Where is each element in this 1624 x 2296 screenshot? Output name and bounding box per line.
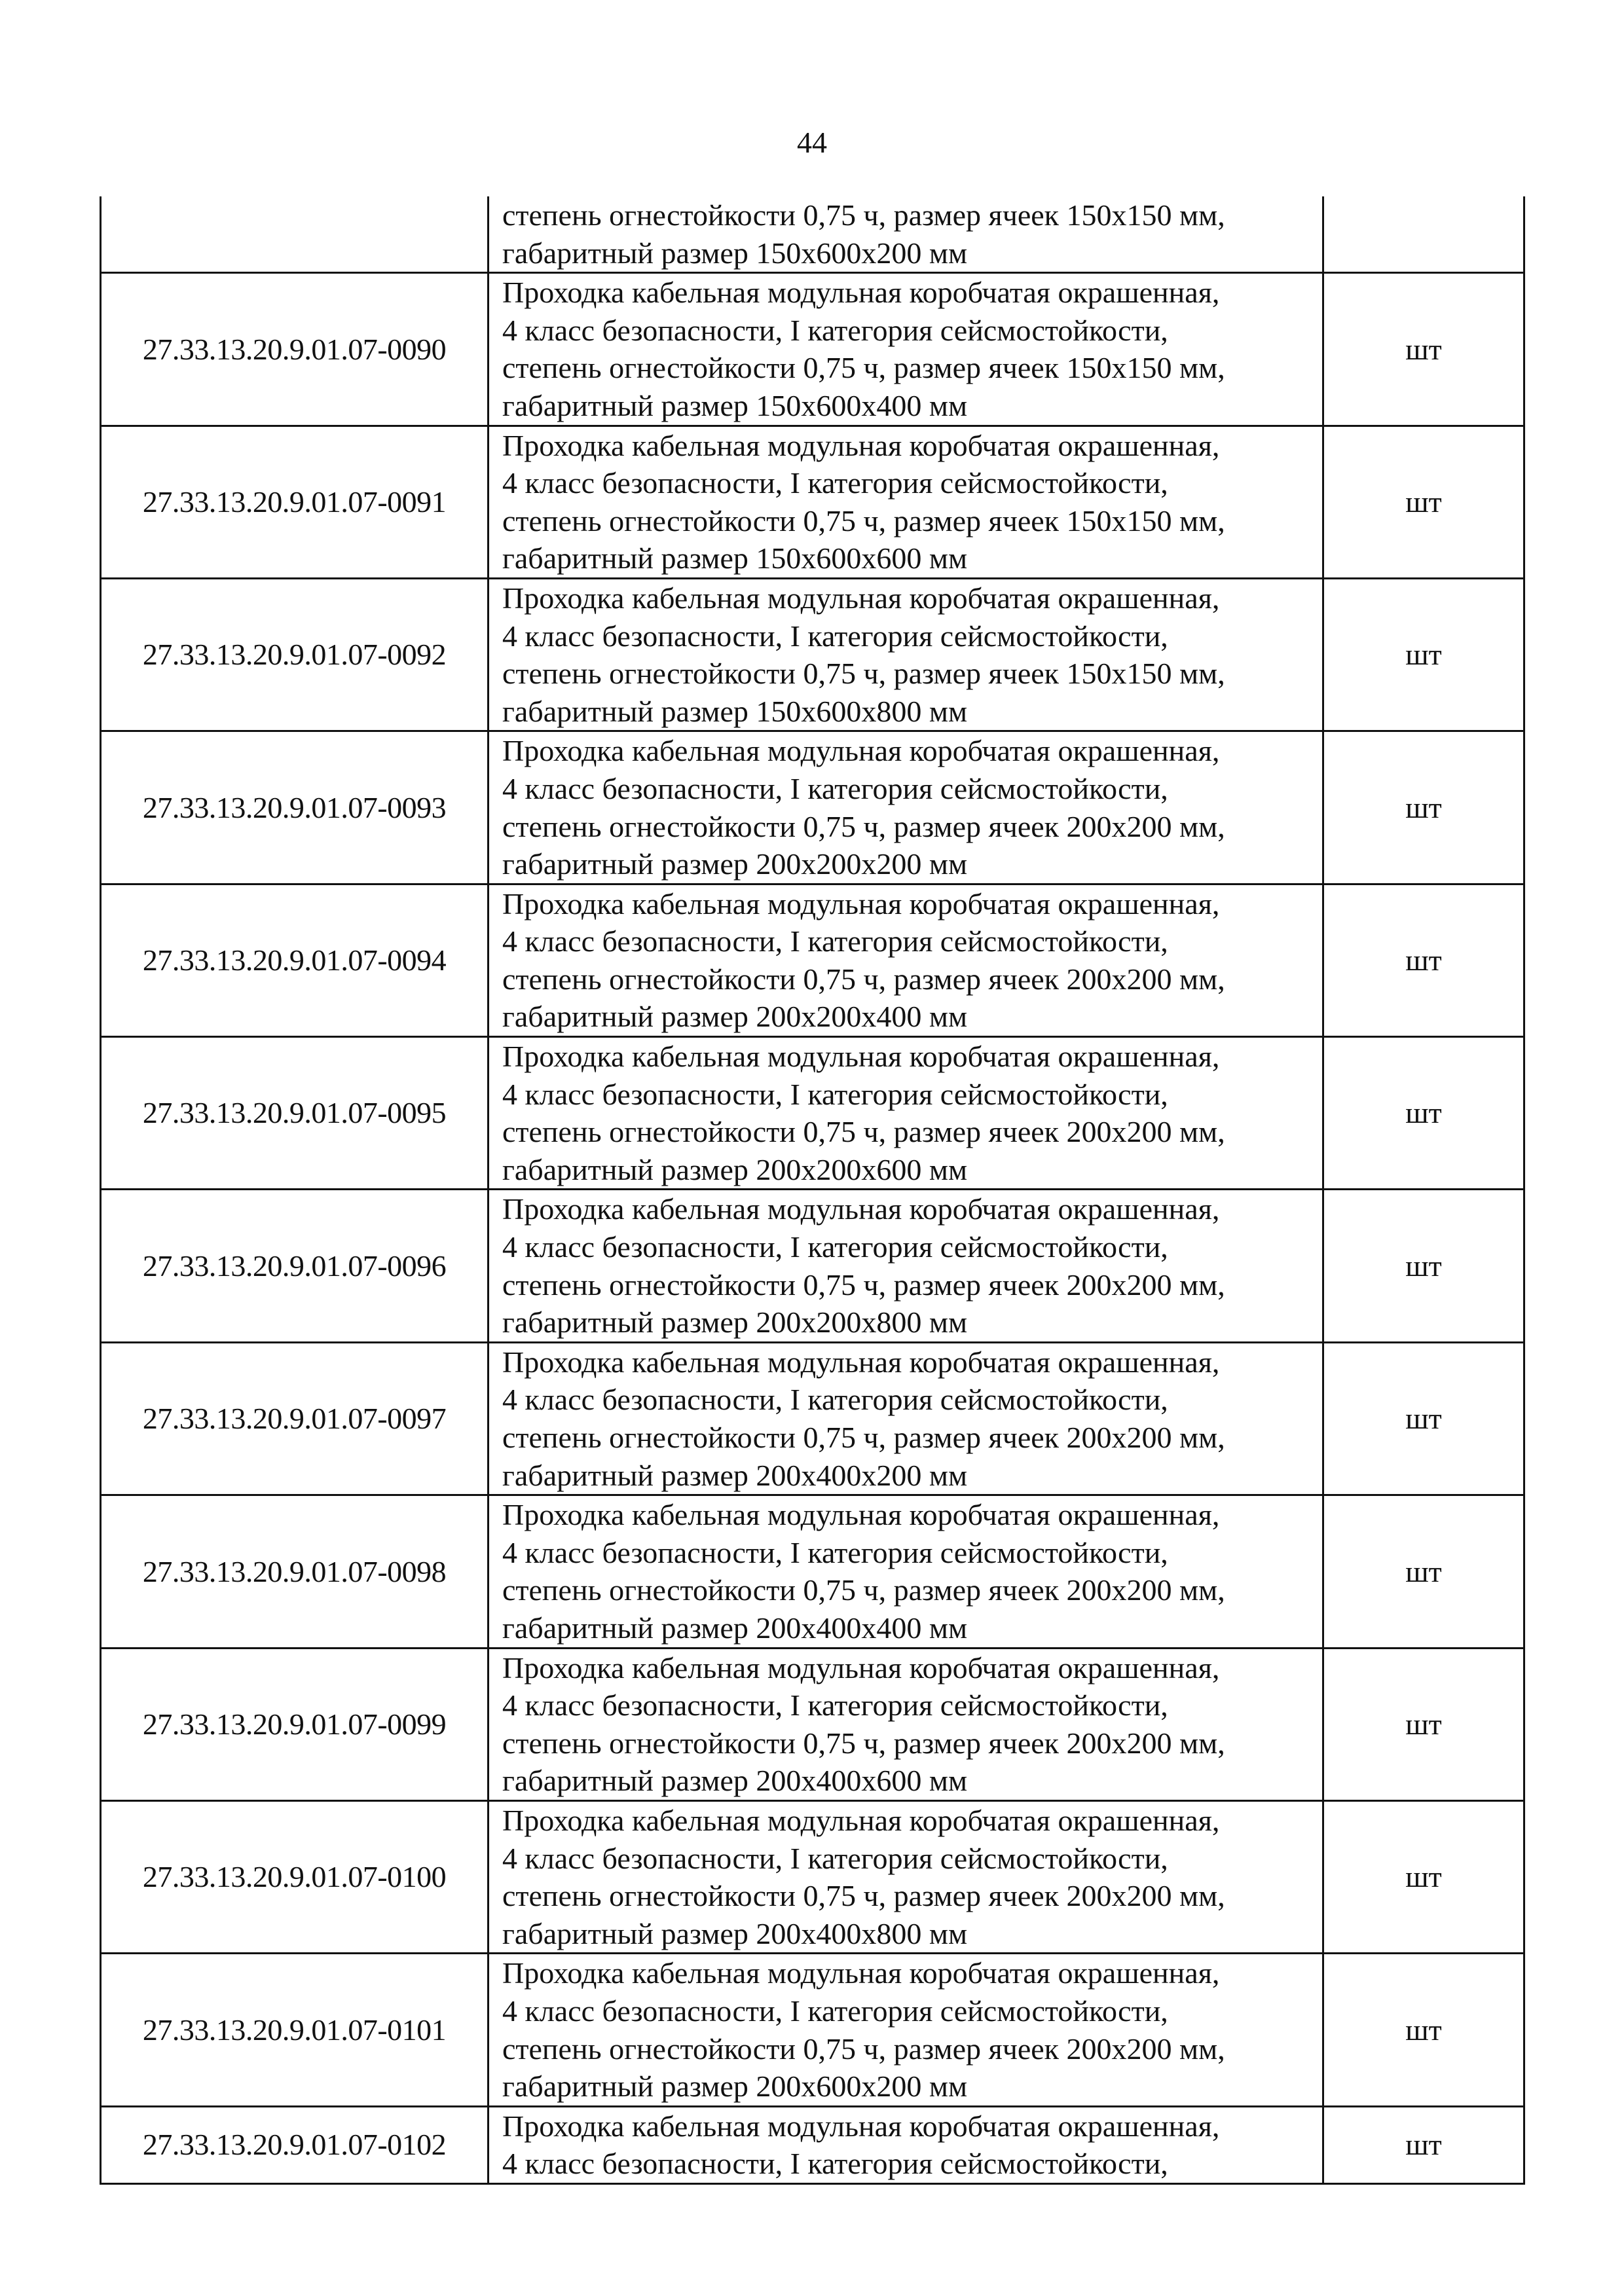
description-line: 4 класс безопасности, I категория сейсмостойкости, xyxy=(502,2147,1168,2181)
description-line: Проходка кабельная модульная коробчатая окрашенная, xyxy=(502,1650,1220,1685)
item-unit: шт xyxy=(1323,273,1524,426)
description-line: 4 класс безопасности, I категория сейсмостойкости, xyxy=(502,924,1168,958)
description-line: габаритный размер 150x600x400 мм xyxy=(502,388,968,422)
item-code: 27.33.13.20.9.01.07-0096 xyxy=(101,1190,489,1342)
item-description xyxy=(489,2106,1323,2183)
description-line: Проходка кабельная модульная коробчатая окрашенная, xyxy=(502,1040,1220,1074)
item-code: 27.33.13.20.9.01.07-0091 xyxy=(101,426,489,578)
table-row xyxy=(101,731,1524,884)
table-row xyxy=(101,578,1524,731)
item-unit: шт xyxy=(1323,1190,1524,1342)
description-line: габаритный размер 150x600x800 мм xyxy=(502,694,968,728)
item-code: 27.33.13.20.9.01.07-0092 xyxy=(101,578,489,731)
description-line: Проходка кабельная модульная коробчатая окрашенная, xyxy=(502,428,1220,462)
item-unit: шт xyxy=(1323,731,1524,884)
description-line: габаритный размер 200x200x600 мм xyxy=(502,1152,968,1186)
description-line: Проходка кабельная модульная коробчатая окрашенная, xyxy=(502,2109,1220,2143)
description-line: степень огнестойкости 0,75 ч, размер ячеек 200x200 мм, xyxy=(502,1267,1225,1302)
table-row xyxy=(101,1648,1524,1800)
item-description xyxy=(489,731,1323,884)
description-line: Проходка кабельная модульная коробчатая окрашенная, xyxy=(502,1803,1220,1837)
item-code xyxy=(101,196,489,273)
item-unit xyxy=(1323,196,1524,273)
specification-table xyxy=(100,196,1525,2185)
table-row xyxy=(101,426,1524,578)
item-code: 27.33.13.20.9.01.07-0094 xyxy=(101,884,489,1036)
description-line: 4 класс безопасности, I категория сейсмостойкости, xyxy=(502,1535,1168,1569)
description-line: габаритный размер 200x400x400 мм xyxy=(502,1611,968,1645)
item-description xyxy=(489,1342,1323,1495)
item-code: 27.33.13.20.9.01.07-0100 xyxy=(101,1800,489,1953)
item-code: 27.33.13.20.9.01.07-0102 xyxy=(101,2106,489,2183)
description-line: 4 класс безопасности, I категория сейсмостойкости, xyxy=(502,466,1168,500)
description-line: 4 класс безопасности, I категория сейсмостойкости, xyxy=(502,313,1168,347)
description-line: степень огнестойкости 0,75 ч, размер ячеек 150x150 мм, xyxy=(502,503,1225,538)
description-line: габаритный размер 200x200x800 мм xyxy=(502,1305,968,1339)
item-unit: шт xyxy=(1323,578,1524,731)
description-line: Проходка кабельная модульная коробчатая окрашенная, xyxy=(502,886,1220,920)
table-row xyxy=(101,884,1524,1036)
item-unit: шт xyxy=(1323,1342,1524,1495)
item-code: 27.33.13.20.9.01.07-0095 xyxy=(101,1037,489,1190)
description-line: Проходка кабельная модульная коробчатая окрашенная, xyxy=(502,581,1220,615)
description-line: степень огнестойкости 0,75 ч, размер ячеек 150x150 мм, xyxy=(502,657,1225,691)
item-description xyxy=(489,1190,1323,1342)
description-line: степень огнестойкости 0,75 ч, размер ячеек 200x200 мм, xyxy=(502,1115,1225,1149)
description-line: степень огнестойкости 0,75 ч, размер ячеек 200x200 мм, xyxy=(502,2032,1225,2066)
description-line: Проходка кабельная модульная коробчатая окрашенная, xyxy=(502,1956,1220,1990)
description-line: габаритный размер 200x400x600 мм xyxy=(502,1764,968,1798)
item-description xyxy=(489,1800,1323,1953)
table-row xyxy=(101,2106,1524,2183)
description-line: Проходка кабельная модульная коробчатая окрашенная, xyxy=(502,1498,1220,1532)
item-unit: шт xyxy=(1323,1495,1524,1648)
item-description xyxy=(489,1648,1323,1800)
description-line: степень огнестойкости 0,75 ч, размер ячеек 200x200 мм, xyxy=(502,962,1225,996)
table-row xyxy=(101,273,1524,426)
table-row xyxy=(101,1800,1524,1953)
item-description xyxy=(489,884,1323,1036)
table-row xyxy=(101,1954,1524,2106)
description-line: габаритный размер 200x400x200 мм xyxy=(502,1458,968,1492)
description-line: степень огнестойкости 0,75 ч, размер ячеек 200x200 мм, xyxy=(502,1879,1225,1913)
item-description xyxy=(489,1954,1323,2106)
item-description xyxy=(489,196,1323,273)
description-line: 4 класс безопасности, I категория сейсмостойкости, xyxy=(502,619,1168,653)
description-line: габаритный размер 200x200x200 мм xyxy=(502,847,968,881)
table-row xyxy=(101,196,1524,273)
item-code: 27.33.13.20.9.01.07-0090 xyxy=(101,273,489,426)
description-line: степень огнестойкости 0,75 ч, размер ячеек 150x150 мм, xyxy=(502,351,1225,385)
item-code: 27.33.13.20.9.01.07-0101 xyxy=(101,1954,489,2106)
table-row xyxy=(101,1495,1524,1648)
item-unit: шт xyxy=(1323,1037,1524,1190)
description-line: 4 класс безопасности, I категория сейсмостойкости, xyxy=(502,1383,1168,1417)
table-body xyxy=(101,196,1524,2183)
description-line: степень огнестойкости 0,75 ч, размер ячеек 200x200 мм, xyxy=(502,1573,1225,1607)
description-line: габаритный размер 200x600x200 мм xyxy=(502,2069,968,2104)
item-code: 27.33.13.20.9.01.07-0098 xyxy=(101,1495,489,1648)
description-line: 4 класс безопасности, I категория сейсмостойкости, xyxy=(502,771,1168,805)
item-description xyxy=(489,578,1323,731)
description-line: 4 класс безопасности, I категория сейсмостойкости, xyxy=(502,1688,1168,1722)
item-description xyxy=(489,273,1323,426)
description-line: степень огнестойкости 0,75 ч, размер ячеек 200x200 мм, xyxy=(502,809,1225,843)
item-description xyxy=(489,1495,1323,1648)
description-line: 4 класс безопасности, I категория сейсмостойкости, xyxy=(502,1230,1168,1264)
description-line: степень огнестойкости 0,75 ч, размер ячеек 200x200 мм, xyxy=(502,1421,1225,1454)
page-number: 44 xyxy=(797,126,827,159)
item-unit: шт xyxy=(1323,884,1524,1036)
item-unit: шт xyxy=(1323,2106,1524,2183)
item-unit: шт xyxy=(1323,1800,1524,1953)
table-row xyxy=(101,1342,1524,1495)
description-line: габаритный размер 150x600x200 мм xyxy=(502,236,968,270)
item-unit: шт xyxy=(1323,426,1524,578)
description-line: 4 класс безопасности, I категория сейсмостойкости, xyxy=(502,1841,1168,1875)
item-unit: шт xyxy=(1323,1648,1524,1800)
table-row xyxy=(101,1037,1524,1190)
item-unit: шт xyxy=(1323,1954,1524,2106)
table-row xyxy=(101,1190,1524,1342)
description-line: габаритный размер 200x200x400 мм xyxy=(502,1000,968,1034)
item-code: 27.33.13.20.9.01.07-0093 xyxy=(101,731,489,884)
item-code: 27.33.13.20.9.01.07-0099 xyxy=(101,1648,489,1800)
description-line: степень огнестойкости 0,75 ч, размер ячеек 150x150 мм, xyxy=(502,198,1225,232)
description-line: Проходка кабельная модульная коробчатая окрашенная, xyxy=(502,1192,1220,1226)
description-line: степень огнестойкости 0,75 ч, размер ячеек 200x200 мм, xyxy=(502,1726,1225,1760)
description-line: Проходка кабельная модульная коробчатая окрашенная, xyxy=(502,276,1220,310)
description-line: 4 класс безопасности, I категория сейсмостойкости, xyxy=(502,1994,1168,2028)
description-line: Проходка кабельная модульная коробчатая окрашенная, xyxy=(502,1345,1220,1379)
description-line: 4 класс безопасности, I категория сейсмостойкости, xyxy=(502,1077,1168,1111)
item-description xyxy=(489,1037,1323,1190)
description-line: габаритный размер 150x600x600 мм xyxy=(502,541,968,575)
description-line: габаритный размер 200x400x800 мм xyxy=(502,1916,968,1950)
description-line: Проходка кабельная модульная коробчатая окрашенная, xyxy=(502,734,1220,768)
item-code: 27.33.13.20.9.01.07-0097 xyxy=(101,1342,489,1495)
item-description xyxy=(489,426,1323,578)
